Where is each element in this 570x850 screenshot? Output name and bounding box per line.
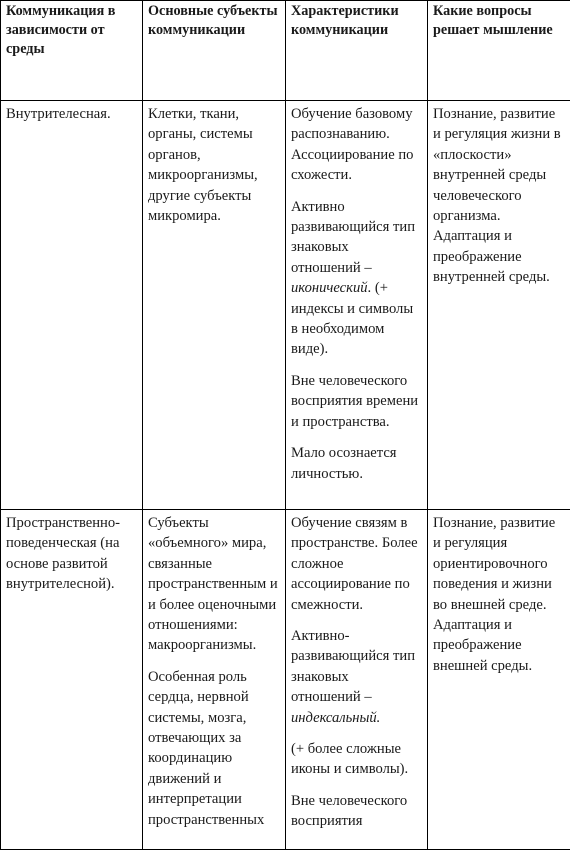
cell-text: Клетки, ткани, органы, системы органов, микроорганизмы, другие субъекты микромира. xyxy=(148,104,280,226)
header-characteristics: Характеристики коммуникации xyxy=(286,1,428,101)
header-subjects: Основные субъекты коммуникации xyxy=(143,1,286,101)
cell-paragraph: Особенная роль сердца, нервной системы, мозга, отвечающих за координацию движений и интерпретации пространственных xyxy=(148,667,280,830)
italic-term: индексальный. xyxy=(291,710,380,726)
cell-text: Познание, развитие и регуляция жизни в «плоскости» внутренней среды человеческого организма. Адаптация и преображение внутренней среды. xyxy=(433,104,565,288)
header-environment: Коммуникация в зависимости от среды xyxy=(1,1,143,101)
cell-paragraph: Обучение базовому распознаванию. Ассоциирование по схожести. xyxy=(291,104,422,186)
table-row xyxy=(1,101,570,510)
cell-environment xyxy=(1,510,143,850)
header-thinking: Какие вопросы решает мышление xyxy=(428,1,570,101)
cell-thinking xyxy=(428,101,570,510)
cell-paragraph xyxy=(291,626,422,728)
cell-paragraph: Обучение связям в пространстве. Более сложное ассоциирование по смежности. xyxy=(291,513,422,615)
cell-environment xyxy=(1,101,143,510)
cell-paragraph: Субъекты «объемного» мира, связанные пространственным и и более оценочными отношениями: макроорганизмы. xyxy=(148,513,280,656)
cell-thinking xyxy=(428,510,570,850)
cell-paragraph: (+ более сложные иконы и символы). xyxy=(291,739,422,780)
cell-characteristics xyxy=(286,510,428,850)
cell-subjects xyxy=(143,510,286,850)
cell-paragraph xyxy=(291,197,422,360)
paragraph-text: Активно-развивающийся тип знаковых отношений – xyxy=(291,628,415,705)
cell-characteristics xyxy=(286,101,428,510)
cell-paragraph: Вне человеческого восприятия xyxy=(291,791,422,832)
table-row xyxy=(1,510,570,850)
paragraph-text: Активно развивающийся тип знаковых отношений – xyxy=(291,199,415,276)
italic-term: иконический xyxy=(291,280,368,296)
paragraph-text: . (+ индексы и символы в необходимом виде). xyxy=(291,280,413,357)
cell-paragraph: Мало осознается личностью. xyxy=(291,443,422,484)
cell-text: Познание, развитие и регуляция ориентировочного поведения и жизни во внешней среде. Адаптация и преображение внешней среды. xyxy=(433,513,565,676)
cell-paragraph: Вне человеческого восприятия времени и пространства. xyxy=(291,371,422,432)
cell-text: Внутрителесная. xyxy=(6,104,137,124)
cell-subjects xyxy=(143,101,286,510)
cell-text: Пространственно-поведенческая (на основе развитой внутрителесной). xyxy=(6,513,137,595)
table-header-row xyxy=(1,1,570,101)
